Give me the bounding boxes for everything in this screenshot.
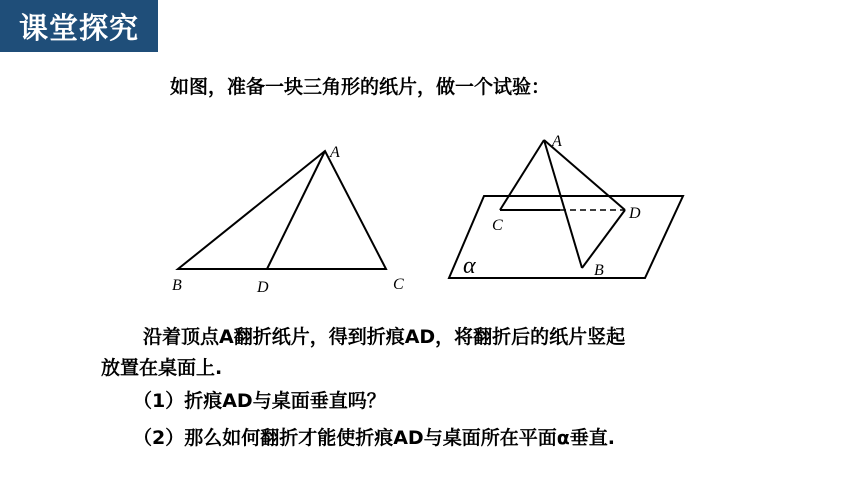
- label-d-right: D: [629, 205, 641, 222]
- triangle-figure: [172, 144, 404, 296]
- crease-ad: [267, 151, 325, 269]
- label-d-left: D: [257, 279, 269, 296]
- body-line-1: 沿着顶点A翻折纸片，得到折痕AD，将翻折后的纸片竖起: [143, 326, 626, 348]
- edge-bd: [582, 210, 625, 268]
- edge-ac: [500, 140, 544, 210]
- edge-ab: [544, 140, 582, 268]
- label-plane-alpha: α: [463, 253, 476, 279]
- section-title: 课堂探究: [0, 0, 158, 52]
- folded-figure: [449, 133, 683, 279]
- label-c-left: C: [393, 276, 404, 293]
- intro-text: 如图，准备一块三角形的纸片，做一个试验：: [170, 76, 551, 98]
- question-2: （2）那么如何翻折才能使折痕AD与桌面所在平面α垂直.: [133, 427, 615, 449]
- label-a-right: A: [552, 133, 562, 150]
- edge-ad: [544, 140, 625, 210]
- question-1: （1）折痕AD与桌面垂直吗？: [133, 390, 386, 412]
- label-b-right: B: [594, 262, 604, 279]
- label-b-left: B: [172, 277, 182, 294]
- plane-alpha: [449, 196, 683, 278]
- label-a-left: A: [330, 144, 340, 161]
- label-c-right: C: [492, 217, 503, 234]
- body-line-2: 放置在桌面上.: [101, 357, 223, 379]
- triangle-abc: [178, 151, 386, 269]
